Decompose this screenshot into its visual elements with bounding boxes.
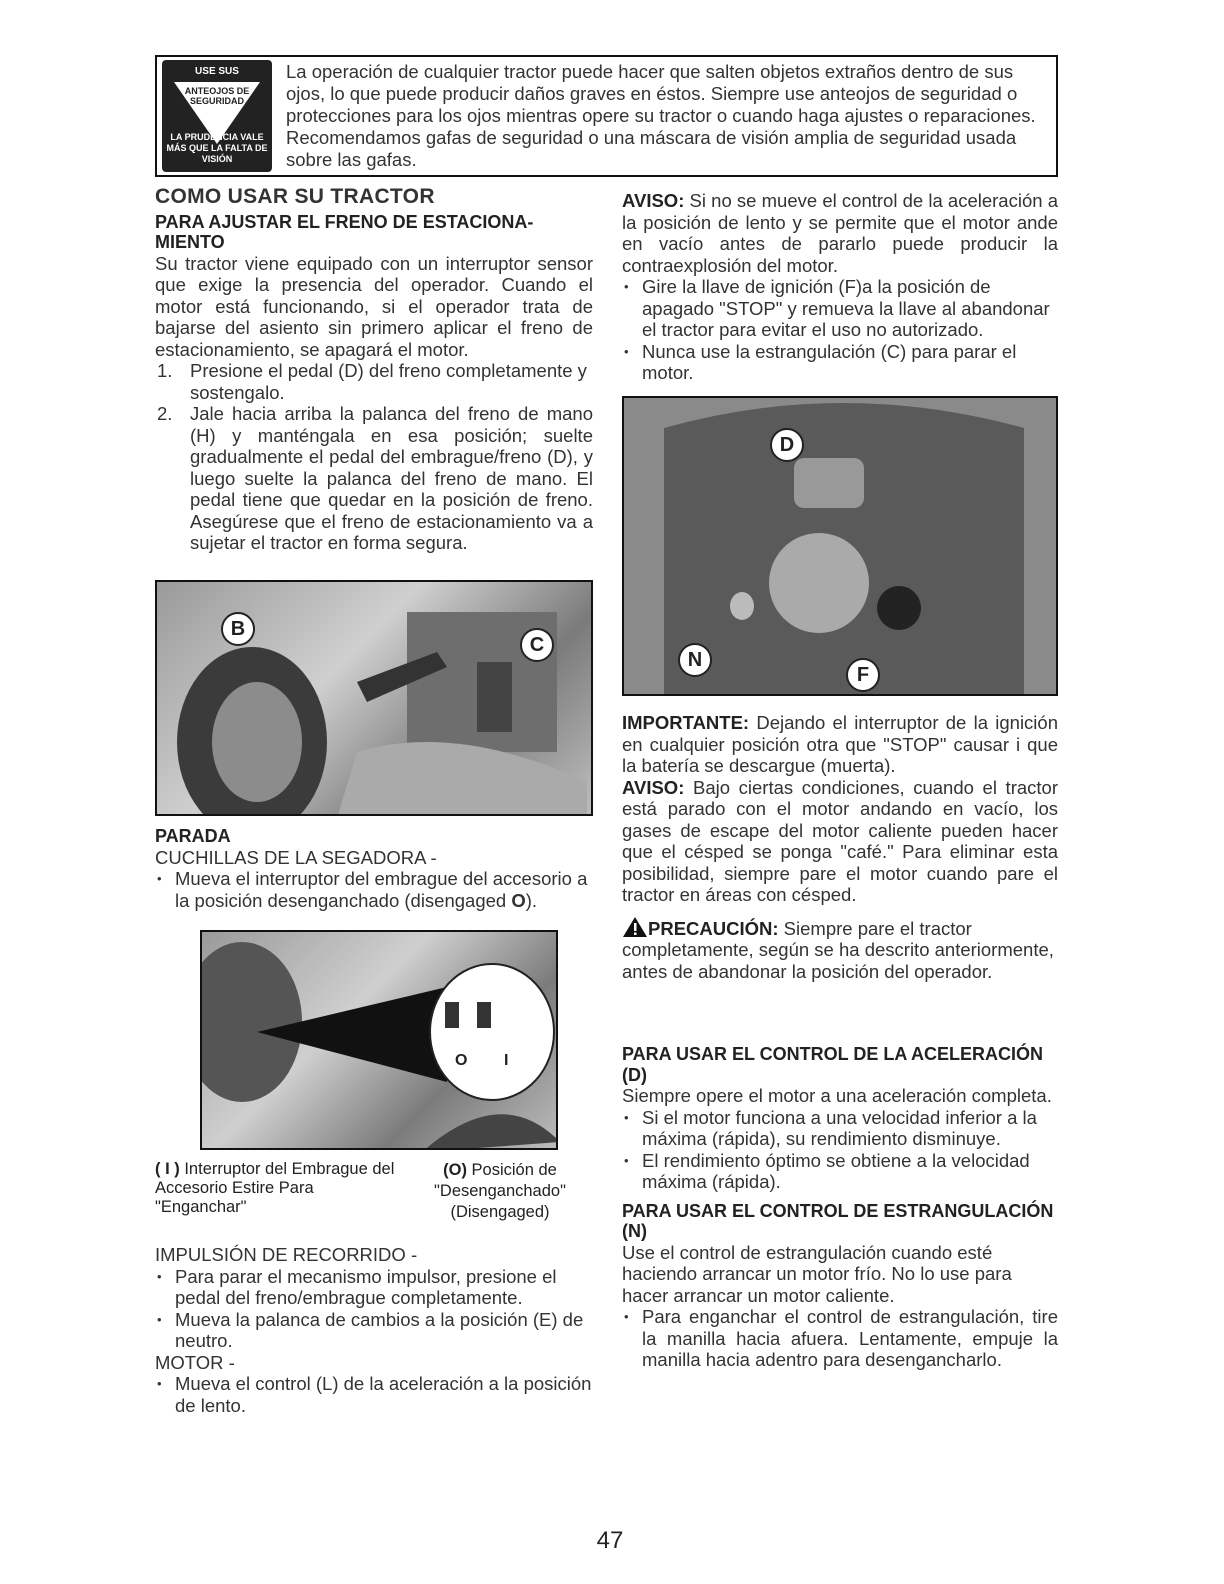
callout-n: N	[678, 643, 712, 677]
page-number: 47	[596, 1527, 624, 1554]
right-column-top	[622, 190, 1058, 384]
impulsion-section	[155, 1244, 593, 1416]
aviso-paragraph: AVISO: Si no se mueve el control de la aceleración a la posición de lento y se permite que el motor ande en vacío antes de pararlo puede producir la contraexplosión del motor.	[622, 190, 1058, 276]
impulsion-label: IMPULSIÓN DE RECORRIDO -	[155, 1244, 418, 1265]
list-item: • Mueva la palanca de cambios a la posición (E) de neutro.	[155, 1309, 593, 1352]
list-item: • Mueva el interruptor del embrague del accesorio a la posición desenganchado (disengaged O).	[155, 868, 593, 911]
parada-section	[155, 826, 593, 911]
right-column-bottom	[622, 1044, 1058, 1371]
precaucion-paragraph: PRECAUCIÓN: Siempre pare el tractor completamente, según se ha descrito anteriormente, antes de abandonar la posición del operador.	[622, 917, 1054, 982]
cuchillas-label: CUCHILLAS DE LA SEGADORA -	[155, 846, 437, 868]
left-column-top	[155, 186, 593, 554]
caution-triangle-icon	[622, 916, 648, 938]
aviso2-paragraph: AVISO: Bajo ciertas condiciones, cuando el tractor está parado con el motor andando en vacío, los gases de escape del motor caliente pueden hacer que el césped se ponga "café." Para eliminar esta posibilidad, siempre pare el motor cuando pare el tractor en áreas con césped.	[622, 776, 1058, 905]
safety-glasses-icon	[162, 60, 272, 172]
brake-text: Su tractor viene equipado con un interruptor sensor que exige la presencia del operador. Cuando el motor está funcionando, si el operador trata de bajarse del asiento sin primero aplicar el freno de estacionamiento, se apagará el motor.	[155, 252, 593, 360]
callout-d: D	[770, 428, 804, 462]
importante-paragraph: IMPORTANTE: Dejando el interruptor de la ignición en cualquier posición otra que "STOP" causar i que la batería se descargue (muerta).	[622, 712, 1058, 776]
section-title: COMO USAR SU TRACTOR	[155, 185, 435, 208]
caption-o: (O) Posición de "Desenganchado" (Disengaged)	[434, 1161, 566, 1221]
accel-text: Siempre opere el motor a una aceleración completa.	[622, 1085, 1052, 1106]
callout-f: F	[846, 658, 880, 692]
list-item: 1. Presione el pedal (D) del freno completamente y sostengalo.	[157, 360, 587, 403]
pto-label-o: O	[455, 1052, 468, 1069]
icon-label-top: USE SUS	[195, 66, 239, 77]
parada-heading: PARADA	[155, 826, 231, 846]
brake-illustration	[157, 582, 593, 816]
pto-illustration	[202, 932, 558, 1150]
caption-i: ( I ) Interruptor del Embrague del Accesorio Estire Para "Enganchar"	[155, 1160, 395, 1216]
motor-label: MOTOR -	[155, 1351, 235, 1373]
callout-c: C	[520, 628, 554, 662]
icon-label-bottom: LA PRUDENCIA VALE MÁS QUE LA FALTA DE VISIÓN	[166, 132, 268, 164]
list-item: • Mueva el control (L) de la aceleración a la posición de lento.	[155, 1373, 593, 1416]
callout-b: B	[221, 612, 255, 646]
list-item: • Si el motor funciona a una velocidad inferior a la máxima (rápida), su rendimiento disminuye.	[622, 1107, 1058, 1150]
dash-photo	[622, 396, 1058, 696]
list-item: • Gire la llave de ignición (F)a la posición de apagado "STOP" y remueva la llave al abandonar el tractor para evitar el uso no autorizado.	[622, 276, 1058, 341]
pto-label-i: I	[504, 1052, 509, 1069]
warning-text: La operación de cualquier tractor puede hacer que salten objetos extraños dentro de sus ojos, lo que puede producir daños graves en éstos. Siempre use anteojos de seguridad o protecciones para los ojos mientras opere su tractor o cuando haga ajustes o reparaciones. Recomendamos gafas de seguridad o una máscara de visión amplia de seguridad usada sobre las gafas.	[286, 61, 1036, 170]
list-item: • Nunca use la estrangulación (C) para parar el motor.	[622, 341, 1058, 384]
icon-label-mid: ANTEOJOS DE SEGURIDAD	[184, 86, 250, 106]
right-column-mid	[622, 712, 1058, 982]
list-item: • Para parar el mecanismo impulsor, presione el pedal del freno/embrague completamente.	[155, 1266, 593, 1309]
list-item: • Para enganchar el control de estrangulación, tire la manilla hacia afuera. Lentamente, empuje la manilla hacia adentro para desengancharlo.	[622, 1306, 1058, 1371]
brake-heading: PARA AJUSTAR EL FRENO DE ESTACIONA-MIENTO	[155, 211, 534, 252]
choke-text: Use el control de estrangulación cuando esté haciendo arrancar un motor frío. No lo use para hacer arrancar un motor caliente.	[622, 1241, 1012, 1306]
accel-heading: PARA USAR EL CONTROL DE LA ACELERACIÓN (D)	[622, 1044, 1044, 1085]
pto-photo	[200, 930, 558, 1150]
list-item: • El rendimiento óptimo se obtiene a la velocidad máxima (rápida).	[622, 1150, 1058, 1193]
brake-photo	[155, 580, 593, 816]
choke-heading: PARA USAR EL CONTROL DE ESTRANGULACIÓN (N)	[622, 1200, 1054, 1241]
list-item: 2. Jale hacia arriba la palanca del freno de mano (H) y manténgala en esa posición; suelte gradualmente el pedal del embrague/freno (D), y luego suelte la palanca del freno de mano. El pedal tiene que quedar en la posición de freno. Asegúrese que el freno de estacionamiento va a sujetar el tractor en forma segura.	[157, 403, 593, 553]
